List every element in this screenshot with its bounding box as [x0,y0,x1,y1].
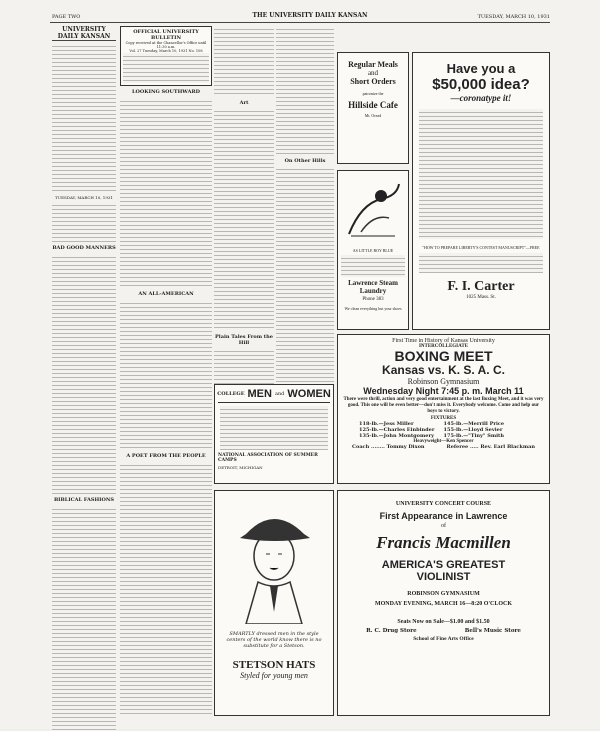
editorial-heading-1: BAD GOOD MANNERS [52,245,116,251]
bulletin-text-2 [120,300,212,450]
boxing-intro: First Time in History of Kansas University [392,338,495,344]
boxing-venue: Robinson Gymnasium [407,377,480,386]
boxing-fixtures [341,421,546,439]
editorial-heading-2: BIBLICAL FASHIONS [53,497,115,503]
laundry-footer: We clean everything but your shoes [344,306,402,311]
concert-ad [337,490,550,716]
boxing-teams: Kansas vs. K. S. A. C. [382,363,505,377]
fixture-135: 135-lb.—John Montgomery [359,433,435,439]
other-hills [276,158,334,388]
bulletin-notices [123,53,209,83]
cafe-line3: Short Orders [350,77,396,86]
stetson-tagline: Styled for young men [240,671,308,680]
editorial-nameplate: UNIVERSITY DAILY KANSAN [52,26,116,41]
concert-school: School of Fine Arts Office [413,636,474,642]
fixture-145: 145-lb.—Merrill Price [443,421,505,427]
cafe-small: patronize the [362,91,384,96]
bulletin-column [120,26,212,716]
carter-ad [412,52,550,330]
bulletin-heading-3: AN ALL-AMERICAN [138,291,194,297]
bulletin-heading-1: LOOKING SOUTHWARD [132,89,200,95]
art-column [214,100,274,330]
men-women-org: NATIONAL ASSOCIATION OF SUMMER CAMPS [218,453,318,463]
stetson-caption: SMARTLY dressed men in the style centers of the world know there is no substitute for a Stetson. [226,631,322,649]
stetson-brand: STETSON HATS [232,659,316,671]
cafe-line1: Regular Meals [348,60,398,69]
fixture-155: 155-lb.—Lloyd Sevier [443,427,503,433]
concert-seats: Seats Now on Sale—$1.00 and $1.50 [397,619,490,625]
cafe-ad [337,52,409,164]
carter-copy [419,109,543,239]
laundry-name: Lawrence Steam Laundry [348,279,398,295]
cafe-line2: and [367,69,379,77]
concert-store-2: Bell's Music Store [464,628,521,634]
men-women-city: DETROIT, MICHIGAN [218,465,263,470]
men-women-copy [220,406,328,450]
boxing-ad [337,334,550,484]
fixture-175: 175-lb.—"Tiny" Smith [443,433,505,439]
stetson-ad [214,490,334,716]
man-in-hat-illustration [218,494,330,624]
carter-copy-2 [419,253,543,273]
concert-store-1: R. C. Drug Store [366,628,417,634]
editorial-text-2 [52,254,116,494]
boxing-title: BOXING MEET [394,348,493,364]
carter-headline-3: —coronatype it! [450,93,512,103]
men-women-pre: COLLEGE [217,391,245,397]
laundry-phone: Phone 383 [362,297,384,302]
bulletin-title: OFFICIAL UNIVERSITY BULLETIN [133,29,199,41]
concert-role: VIOLINIST [416,571,471,583]
carter-subhead: "HOW TO PREPARE LIBERTY'S CONTEST MANUSCRIPT"—FREE [422,245,540,250]
men-women-header [218,388,330,403]
concert-greatest: AMERICA'S GREATEST [381,559,506,571]
men-women-ad [214,384,334,484]
concert-stores [342,628,545,634]
editorial-date: TUESDAY, MARCH 10, 1931 [55,195,113,200]
editorial-text-3 [52,506,116,731]
and-word: and [274,391,285,397]
middle-column-top [214,26,274,96]
editorial-column [52,26,116,716]
paper-name: THE UNIVERSITY DAILY KANSAN [252,12,368,19]
art-text [214,108,274,328]
laundry-copy [341,255,405,277]
boy-blue-illustration [341,174,405,244]
carter-address: 1025 Mass. St. [466,295,496,300]
right-text-column-top [276,26,334,156]
bulletin-heading-6: Plain Tales From the Hill [215,334,273,346]
boxing-blurb: There were thrill, action and very good entertainment at the last Boxing Meet, and it was very good. This one will be even better—don't miss it. Everybody welcome. Come and help our boys to victory. [343,397,544,414]
bulletin-text-1 [120,98,212,288]
cafe-address: Mt. Oread [364,113,382,118]
cafe-name: Hillside Cafe [348,100,398,110]
other-hills-text [276,166,334,388]
bulletin-heading-5: On Other Hills [284,158,326,164]
bulletin-subtitle: Copy received at the Chancellor's Office until 11:30 a.m. [125,41,207,49]
bulletin-text-3 [120,462,212,717]
boxing-coach: Coach ........ Tommy Dixon [352,444,425,450]
boxing-fixtures-head: FIXTURES [430,416,457,421]
staff-listing [52,43,116,193]
carter-headline-1: Have you a [446,61,516,76]
bulletin-box [120,26,212,86]
carter-headline-2: $50,000 idea? [432,76,530,93]
masthead-rule [50,22,550,23]
concert-date: MONDAY EVENING, MARCH 16—8:20 O'CLOCK [374,601,513,607]
men-word: MEN [247,388,272,400]
boxing-referee: Referee ..... Rev. Earl Blackman [446,444,535,450]
fixture-heavyweight: Heavyweight—Ken Spencer [413,439,474,444]
bulletin-heading-4: A POET FROM THE PEOPLE [126,453,206,459]
boxing-intercol: INTERCOLLEGIATE [418,344,469,349]
page-label: PAGE TWO [52,14,81,20]
fixture-125: 125-lb.—Charles Einbinder [359,427,435,433]
masthead-date: TUESDAY, MARCH 10, 1931 [477,14,550,20]
bulletin-volume: Vol. 27 Tuesday, March 10, 1931 No. 108 [129,49,203,53]
concert-first: First Appearance in Lawrence [379,511,508,521]
carter-name: F. I. Carter [447,279,515,294]
concert-venue: ROBINSON GYMNASIUM [407,591,480,597]
fixture-118: 118-lb.—Jess Miller [359,421,414,427]
concert-artist: Francis Macmillen [376,533,511,552]
laundry-ad [337,170,409,330]
laundry-tag: AS LITTLE BOY BLUE [352,248,394,253]
concert-series: UNIVERSITY CONCERT COURSE [395,501,492,507]
boxing-officials [341,444,546,450]
bulletin-heading-2: Art [239,100,249,106]
boxing-time: Wednesday Night 7:45 p. m. March 11 [363,386,524,396]
editorial-text-1 [52,202,116,242]
women-word: WOMEN [287,388,331,400]
concert-of: of [441,523,446,529]
